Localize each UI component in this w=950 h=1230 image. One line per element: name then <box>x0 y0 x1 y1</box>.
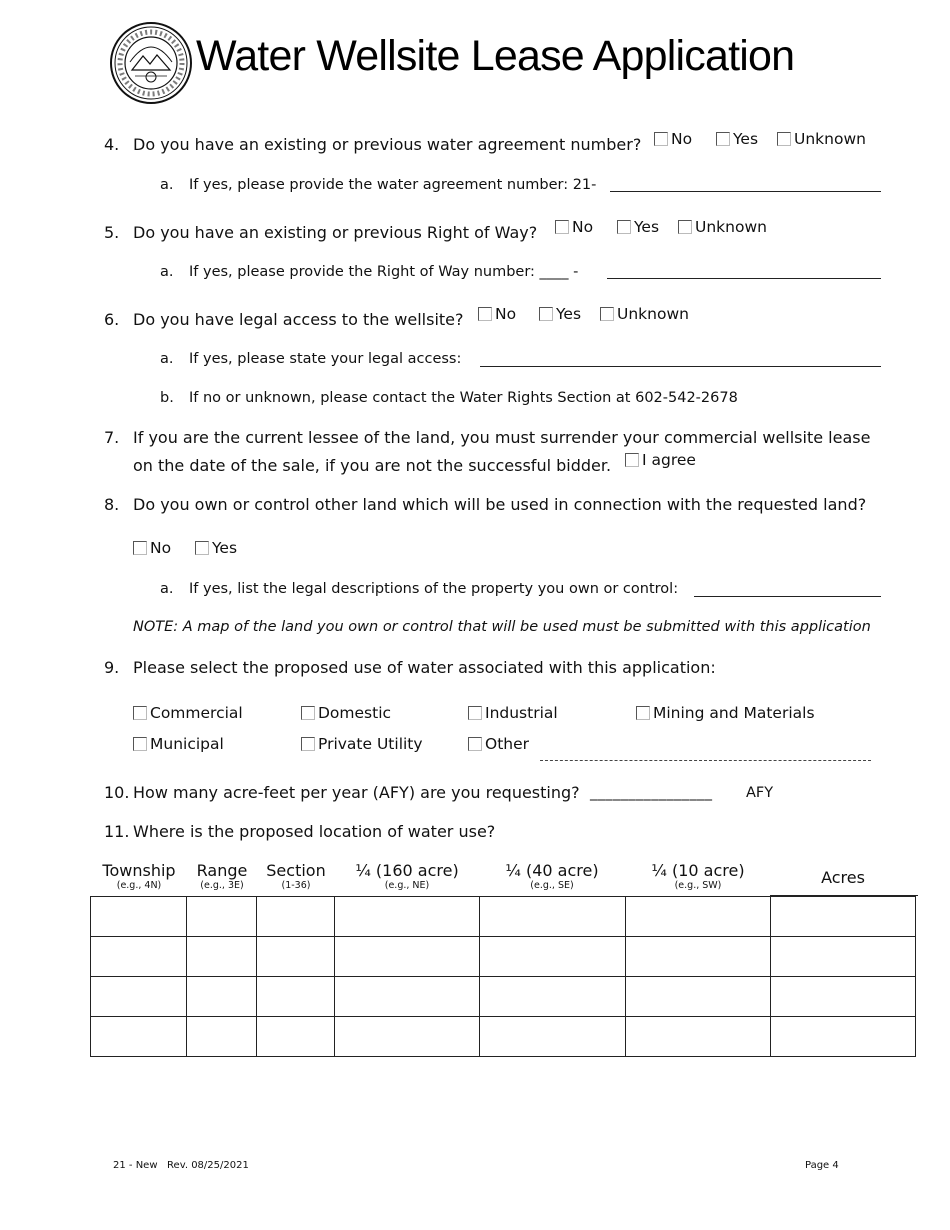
use-other-checkbox[interactable]: Other <box>468 735 529 753</box>
use-domestic-checkbox[interactable]: Domestic <box>301 704 391 722</box>
q5a-question: If yes, please provide the Right of Way number: ____ - <box>189 264 579 280</box>
quarter-40-cell[interactable] <box>480 937 626 977</box>
column-header-range: Range (e.g., 3E) <box>196 861 248 891</box>
range-cell[interactable] <box>187 977 257 1017</box>
quarter-10-cell[interactable] <box>626 977 771 1017</box>
use-mining-and-materials-checkbox[interactable]: Mining and Materials <box>636 704 815 722</box>
q6b-number: b. <box>160 390 174 406</box>
q11-number: 11. <box>104 822 130 841</box>
q4-unknown-checkbox[interactable]: Unknown <box>777 130 866 148</box>
township-cell[interactable] <box>91 897 187 937</box>
q11-question: Where is the proposed location of water use? <box>133 822 496 841</box>
quarter-40-cell[interactable] <box>480 1017 626 1057</box>
q5-no-checkbox[interactable]: No <box>555 218 593 236</box>
checkbox-icon <box>678 220 692 234</box>
checkbox-icon <box>555 220 569 234</box>
q4a-number: a. <box>160 177 174 193</box>
section-cell[interactable] <box>257 977 335 1017</box>
q6-number: 6. <box>104 310 120 329</box>
q10-question: How many acre-feet per year (AFY) are you requesting? <box>133 783 580 802</box>
q6a-question: If yes, please state your legal access: <box>189 351 462 367</box>
q6-no-checkbox[interactable]: No <box>478 305 516 323</box>
checkbox-icon <box>468 737 482 751</box>
q6-unknown-checkbox[interactable]: Unknown <box>600 305 689 323</box>
q7-number: 7. <box>104 428 120 447</box>
afy-unit: AFY <box>746 785 774 801</box>
column-header-quarter-40-acre: ¼ (40 acre) (e.g., SE) <box>505 861 599 891</box>
afy-amount-field[interactable]: ________________ <box>590 785 713 801</box>
q8-question: Do you own or control other land which will be used in connection with the requested land? <box>133 495 867 514</box>
q7-agree-checkbox[interactable]: I agree <box>625 451 696 469</box>
quarter-40-cell[interactable] <box>480 977 626 1017</box>
q8-yes-checkbox[interactable]: Yes <box>195 539 237 557</box>
checkbox-icon <box>617 220 631 234</box>
state-land-department-seal <box>110 22 192 104</box>
checkbox-icon <box>301 737 315 751</box>
quarter-10-cell[interactable] <box>626 1017 771 1057</box>
q4-yes-checkbox[interactable]: Yes <box>716 130 758 148</box>
checkbox-icon <box>478 307 492 321</box>
q5-number: 5. <box>104 223 120 242</box>
other-use-field[interactable] <box>540 760 871 761</box>
q5-unknown-checkbox[interactable]: Unknown <box>678 218 767 236</box>
checkbox-icon <box>133 706 147 720</box>
checkbox-icon <box>600 307 614 321</box>
acres-cell[interactable] <box>771 937 916 977</box>
legal-descriptions-field[interactable] <box>694 596 881 597</box>
page-number: Page 4 <box>805 1160 839 1171</box>
column-header-section: Section (1-36) <box>266 861 326 891</box>
quarter-40-cell[interactable] <box>480 897 626 937</box>
table-row <box>91 937 916 977</box>
q7-line-1: If you are the current lessee of the land, you must surrender your commercial wellsite lease <box>133 428 871 447</box>
q7-line-2: on the date of the sale, if you are not the successful bidder. <box>133 456 612 475</box>
form-revision: 21 - New Rev. 08/25/2021 <box>113 1160 249 1171</box>
column-header-quarter-160-acre: ¼ (160 acre) (e.g., NE) <box>355 861 459 891</box>
quarter-160-cell[interactable] <box>335 897 480 937</box>
q9-question: Please select the proposed use of water associated with this application: <box>133 658 716 677</box>
checkbox-icon <box>468 706 482 720</box>
township-cell[interactable] <box>91 977 187 1017</box>
acres-cell[interactable] <box>771 977 916 1017</box>
legal-access-field[interactable] <box>480 366 881 367</box>
quarter-160-cell[interactable] <box>335 937 480 977</box>
range-cell[interactable] <box>187 1017 257 1057</box>
q8a-number: a. <box>160 581 174 597</box>
q5-yes-checkbox[interactable]: Yes <box>617 218 659 236</box>
township-cell[interactable] <box>91 1017 187 1057</box>
q5a-number: a. <box>160 264 174 280</box>
checkbox-icon <box>636 706 650 720</box>
q4-no-checkbox[interactable]: No <box>654 130 692 148</box>
q4a-question: If yes, please provide the water agreement number: 21- <box>189 177 597 193</box>
section-cell[interactable] <box>257 937 335 977</box>
checkbox-icon <box>301 706 315 720</box>
table-row <box>91 1017 916 1057</box>
section-cell[interactable] <box>257 897 335 937</box>
checkbox-icon <box>625 453 639 467</box>
q4-question: Do you have an existing or previous water agreement number? <box>133 135 642 154</box>
q6-yes-checkbox[interactable]: Yes <box>539 305 581 323</box>
checkbox-icon <box>777 132 791 146</box>
quarter-10-cell[interactable] <box>626 897 771 937</box>
quarter-160-cell[interactable] <box>335 977 480 1017</box>
quarter-10-cell[interactable] <box>626 937 771 977</box>
column-header-quarter-10-acre: ¼ (10 acre) (e.g., SW) <box>651 861 745 891</box>
quarter-160-cell[interactable] <box>335 1017 480 1057</box>
use-municipal-checkbox[interactable]: Municipal <box>133 735 224 753</box>
table-row <box>91 897 916 937</box>
q8a-question: If yes, list the legal descriptions of the property you own or control: <box>189 581 679 597</box>
q6-question: Do you have legal access to the wellsite? <box>133 310 464 329</box>
column-header-township: Township (e.g., 4N) <box>102 861 176 891</box>
column-header-acres: Acres <box>821 868 865 887</box>
range-cell[interactable] <box>187 897 257 937</box>
map-submission-note: NOTE: A map of the land you own or control that will be used must be submitted with this application <box>133 619 871 635</box>
right-of-way-number-field[interactable] <box>607 278 881 279</box>
checkbox-icon <box>195 541 209 555</box>
checkbox-icon <box>539 307 553 321</box>
q8-no-checkbox[interactable]: No <box>133 539 171 557</box>
q9-number: 9. <box>104 658 120 677</box>
q5-question: Do you have an existing or previous Right of Way? <box>133 223 538 242</box>
q4-number: 4. <box>104 135 120 154</box>
table-row <box>91 977 916 1017</box>
use-industrial-checkbox[interactable]: Industrial <box>468 704 558 722</box>
checkbox-icon <box>133 541 147 555</box>
checkbox-icon <box>133 737 147 751</box>
section-cell[interactable] <box>257 1017 335 1057</box>
range-cell[interactable] <box>187 937 257 977</box>
township-cell[interactable] <box>91 937 187 977</box>
page-title: Water Wellsite Lease Application <box>196 32 795 80</box>
checkbox-icon <box>716 132 730 146</box>
use-private-utility-checkbox[interactable]: Private Utility <box>301 735 423 753</box>
q10-number: 10. <box>104 783 130 802</box>
water-agreement-number-field[interactable] <box>610 191 881 192</box>
q6a-number: a. <box>160 351 174 367</box>
q8-number: 8. <box>104 495 120 514</box>
q6b-contact-note: If no or unknown, please contact the Water Rights Section at 602-542-2678 <box>189 390 738 406</box>
checkbox-icon <box>654 132 668 146</box>
location-table <box>90 896 916 1057</box>
acres-cell[interactable] <box>771 897 916 937</box>
acres-cell[interactable] <box>771 1017 916 1057</box>
use-commercial-checkbox[interactable]: Commercial <box>133 704 243 722</box>
